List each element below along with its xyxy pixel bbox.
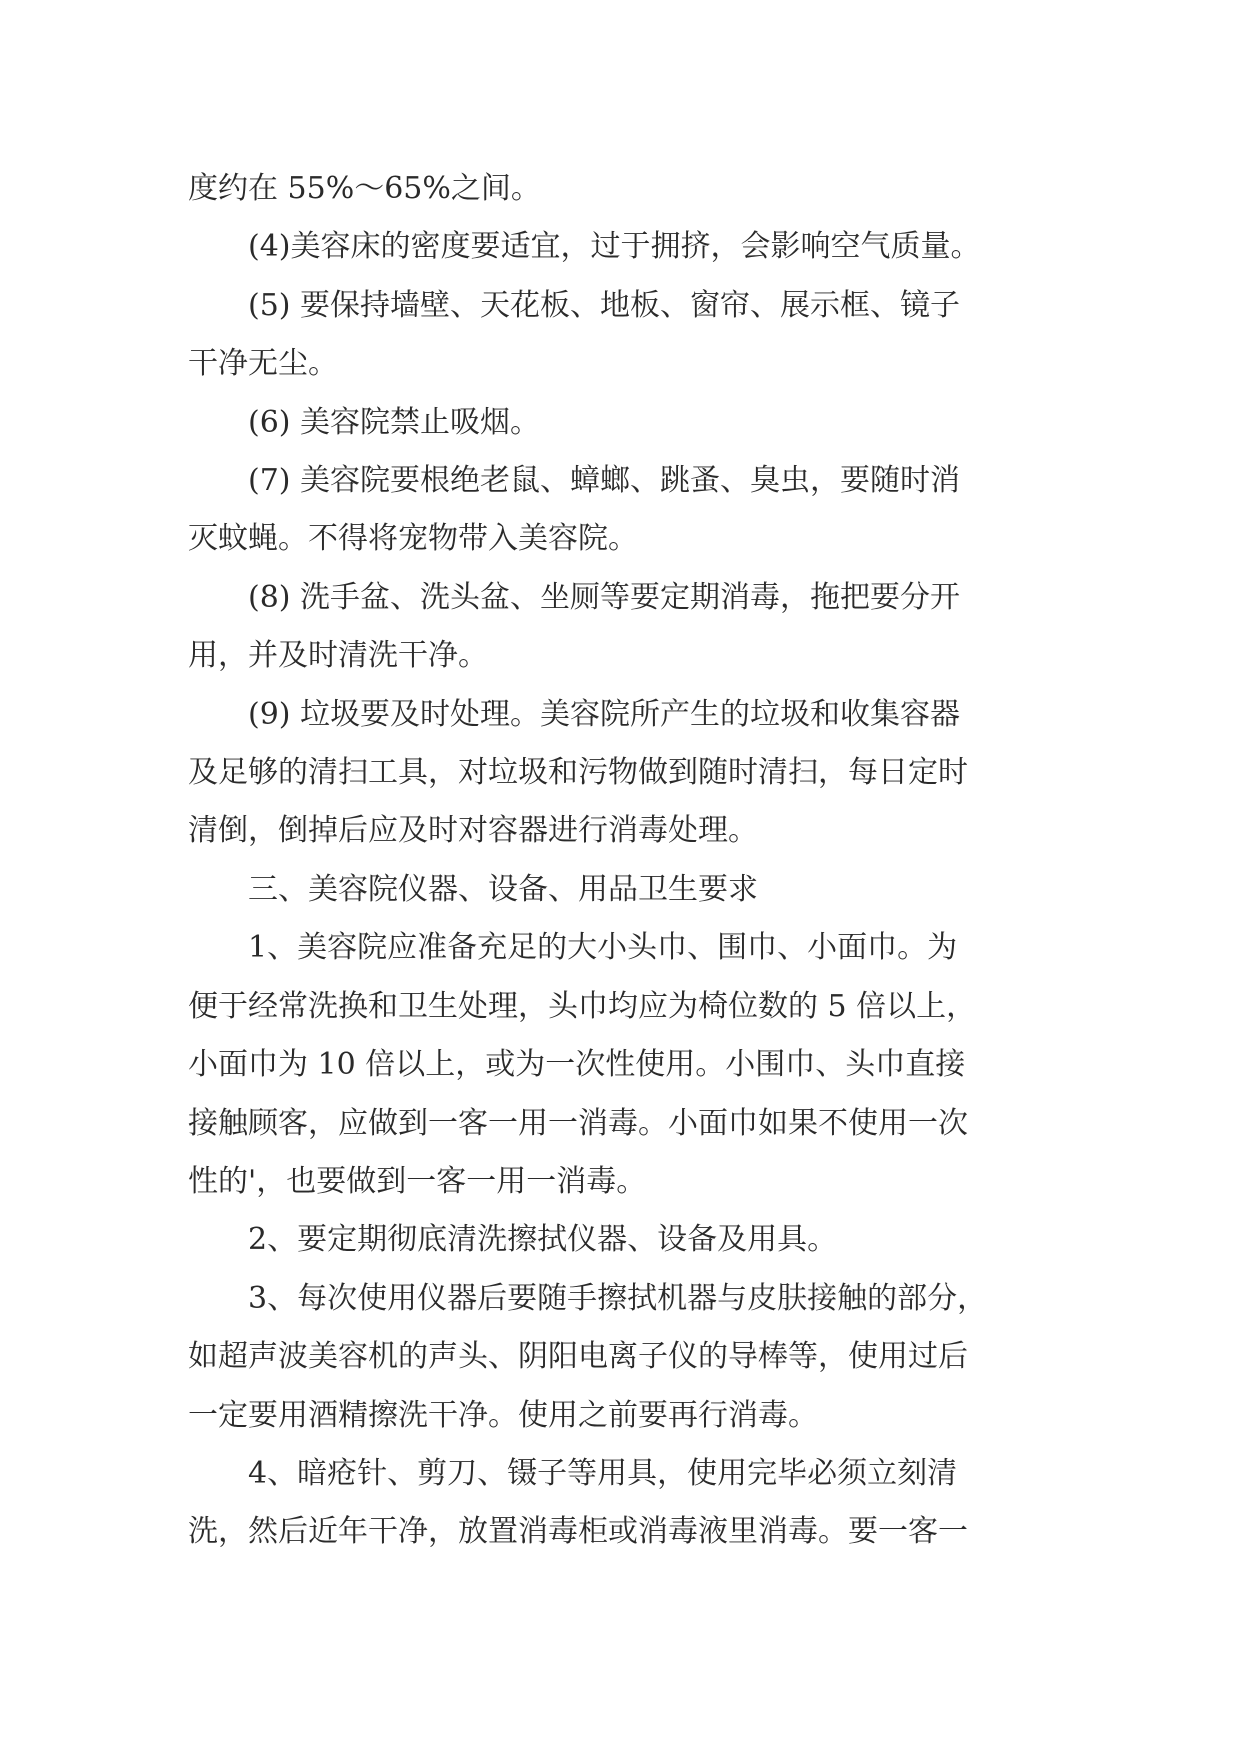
text-line-20: 3、每次使用仪器后要随手擦拭机器与皮肤接触的部分，: [248, 1280, 988, 1316]
text-line-11: 及足够的清扫工具，对垃圾和污物做到随时清扫，每日定时: [188, 755, 968, 791]
document-body: [188, 160, 1068, 1562]
text-line-12: 清倒，倒掉后应及时对容器进行消毒处理。: [188, 813, 758, 849]
text-line-19: 2、要定期彻底清洗擦拭仪器、设备及用具。: [248, 1222, 838, 1258]
text-line-17: 接触顾客，应做到一客一用一消毒。小面巾如果不使用一次: [188, 1105, 968, 1141]
text-line-7: 灭蚊蝇。不得将宠物带入美容院。: [188, 521, 638, 557]
text-line-21: 如超声波美容机的声头、阴阳电离子仪的导棒等，使用过后: [188, 1339, 968, 1375]
text-line-8: (8) 洗手盆、洗头盆、坐厕等要定期消毒，拖把要分开: [248, 579, 961, 615]
text-line-24: 洗，然后近年干净，放置消毒柜或消毒液里消毒。要一客一: [188, 1514, 968, 1550]
text-line-22: 一定要用酒精擦洗干净。使用之前要再行消毒。: [188, 1397, 818, 1433]
text-line-10: (9) 垃圾要及时处理。美容院所产生的垃圾和收集容器: [248, 696, 961, 732]
text-line-9: 用，并及时清洗干净。: [188, 638, 488, 674]
section-heading: 三、美容院仪器、设备、用品卫生要求: [248, 871, 758, 907]
text-line-16: 小面巾为 10 倍以上，或为一次性使用。小围巾、头巾直接: [188, 1047, 966, 1083]
text-line-5: (6) 美容院禁止吸烟。: [248, 404, 541, 440]
text-line-15: 便于经常洗换和卫生处理，头巾均应为椅位数的 5 倍以上，: [188, 988, 977, 1024]
text-line-23: 4、暗疮针、剪刀、镊子等用具，使用完毕必须立刻清: [248, 1455, 958, 1491]
text-line-1: 度约在 55%～65%之间。: [188, 171, 541, 206]
text-line-18: 性的'，也要做到一客一用一消毒。: [188, 1163, 647, 1199]
text-line-4: 干净无尘。: [188, 346, 338, 382]
text-line-2: (4)美容床的密度要适宜，过于拥挤，会影响空气质量。: [248, 229, 981, 265]
text-line-3: (5) 要保持墙壁、天花板、地板、窗帘、展示框、镜子: [248, 287, 961, 323]
text-line-14: 1、美容院应准备充足的大小头巾、围巾、小面巾。为: [248, 930, 958, 966]
text-line-6: (7) 美容院要根绝老鼠、蟑螂、跳蚤、臭虫，要随时消: [248, 463, 961, 499]
